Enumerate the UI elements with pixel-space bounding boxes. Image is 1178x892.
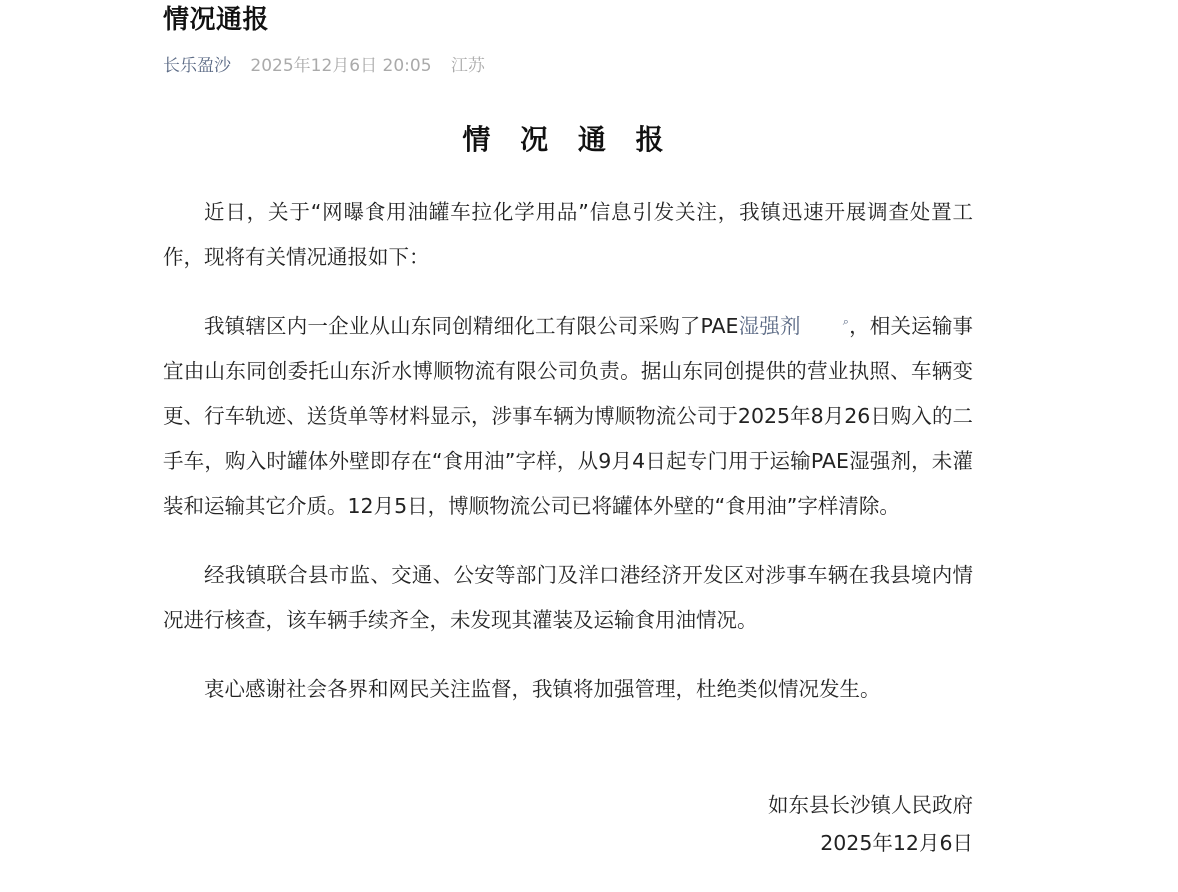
- signature-date: 2025年12月6日: [820, 831, 973, 855]
- signature-block: [768, 786, 973, 862]
- paragraph-intro: 近日，关于“网曝食用油罐车拉化学用品”信息引发关注，我镇迅速开展调查处置工作，现将有关情况通报如下：: [163, 200, 973, 269]
- document-body: [163, 190, 973, 736]
- document-heading: 情 况 通 报: [462, 123, 674, 156]
- paragraph-details: [163, 304, 973, 529]
- article-meta: [163, 54, 485, 78]
- search-icon: ⌕: [842, 315, 849, 329]
- wet-strength-agent-link[interactable]: [738, 314, 848, 338]
- paragraph-verification: 经我镇联合县市监、交通、公安等部门及洋口港经济开发区对涉事车辆在我县境内情况进行核查，该车辆手续齐全，未发现其灌装及运输食用油情况。: [163, 563, 973, 632]
- paragraph-text: 我镇辖区内一企业从山东同创精细化工有限公司采购了PAE: [204, 314, 739, 338]
- publish-date: 2025年12月6日 20:05: [250, 56, 432, 76]
- paragraph-thanks: 衷心感谢社会各界和网民关注监督，我镇将加强管理，杜绝类似情况发生。: [204, 677, 881, 701]
- signature-org: 如东县长沙镇人民政府: [768, 793, 973, 817]
- publish-location: 江苏: [450, 56, 485, 76]
- article-title: 情况通报: [163, 5, 270, 35]
- paragraph-text: ，相关运输事宜由山东同创委托山东沂水博顺物流有限公司负责。据山东同创提供的营业执照、车辆变更、行车轨迹、送货单等材料显示，涉事车辆为博顺物流公司于2025年8月26日购入的二手车，购入时罐体外壁即存在“食用油”字样，从9月4日起专门用于运输PAE湿强剂，未灌装和运输其它介质。12月5日，博顺物流公司已将罐体外壁的“食用油”字样清除。: [163, 314, 974, 518]
- author-link[interactable]: 长乐盈沙: [163, 56, 231, 76]
- link-text: 湿强剂: [738, 314, 801, 338]
